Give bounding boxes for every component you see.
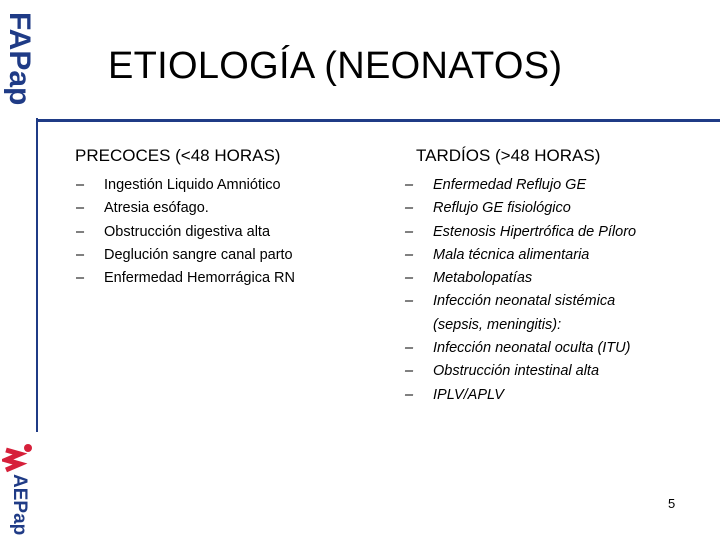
- sidebar: [0, 0, 37, 540]
- list-item: [405, 174, 705, 197]
- list-item-text: Metabolopatías: [433, 270, 533, 287]
- list-item-text: Enfermedad Reflujo GE: [433, 177, 587, 193]
- list-item-text: Mala técnica alimentaria: [433, 246, 590, 263]
- list-item: [405, 221, 705, 244]
- list-item: [405, 384, 705, 407]
- list-item-text: Reflujo GE fisiológico: [433, 200, 571, 217]
- list-item-continuation: (sepsis, meningitis):: [433, 316, 562, 333]
- bullet-dash: –: [76, 270, 85, 287]
- aepap-logo: [2, 440, 36, 535]
- bullet-dash: –: [405, 223, 414, 240]
- precoces-header: PRECOCES (<48 HORAS): [75, 146, 281, 165]
- bullet-dash: –: [76, 223, 85, 240]
- bullet-dash: –: [405, 363, 414, 380]
- list-item: [405, 360, 705, 383]
- bullet-dash: –: [405, 293, 414, 310]
- list-item: [76, 221, 376, 244]
- bullet-dash: –: [76, 200, 85, 217]
- page-number: 5: [668, 496, 676, 511]
- aepap-logo-text: AEPap: [9, 474, 30, 535]
- bullet-dash: –: [405, 200, 414, 217]
- tardios-header: TARDÍOS (>48 HORAS): [416, 146, 601, 165]
- list-item-text: Ingestión Liquido Amniótico: [104, 177, 281, 193]
- list-item: [76, 174, 376, 197]
- bullet-dash: –: [405, 246, 414, 263]
- sidebar-divider: [36, 118, 38, 432]
- list-item-text: Infección neonatal sistémica: [433, 293, 616, 310]
- title-divider: [37, 119, 720, 122]
- list-item: [76, 267, 376, 290]
- tardios-list: [405, 174, 705, 407]
- list-item-text: Enfermedad Hemorrágica RN: [104, 270, 295, 287]
- list-item: [405, 337, 705, 360]
- list-item: [405, 290, 705, 337]
- fap-logo: [2, 10, 36, 114]
- slide-title: ETIOLOGÍA (NEONATOS): [108, 45, 563, 87]
- list-item-text: Deglución sangre canal parto: [104, 246, 293, 263]
- bullet-dash: –: [405, 177, 414, 193]
- list-item-text: Infección neonatal oculta (ITU): [433, 340, 631, 357]
- list-item: [76, 244, 376, 267]
- bullet-dash: –: [405, 386, 414, 403]
- list-item-text: Obstrucción digestiva alta: [104, 223, 271, 240]
- bullet-dash: –: [76, 246, 85, 263]
- bullet-dash: –: [405, 340, 414, 357]
- bullet-dash: –: [76, 177, 85, 193]
- list-item: [76, 197, 376, 220]
- list-item-text: IPLV/APLV: [433, 386, 504, 403]
- list-item: [405, 244, 705, 267]
- list-item-text: Obstrucción intestinal alta: [433, 363, 600, 380]
- bullet-dash: –: [405, 270, 414, 287]
- list-item: [405, 197, 705, 220]
- list-item-text: Estenosis Hipertrófica de Píloro: [433, 223, 637, 240]
- list-item: [405, 267, 705, 290]
- list-item-text: Atresia esófago.: [104, 200, 209, 217]
- precoces-list: [76, 174, 376, 290]
- fap-logo-text: FAPap: [3, 12, 36, 106]
